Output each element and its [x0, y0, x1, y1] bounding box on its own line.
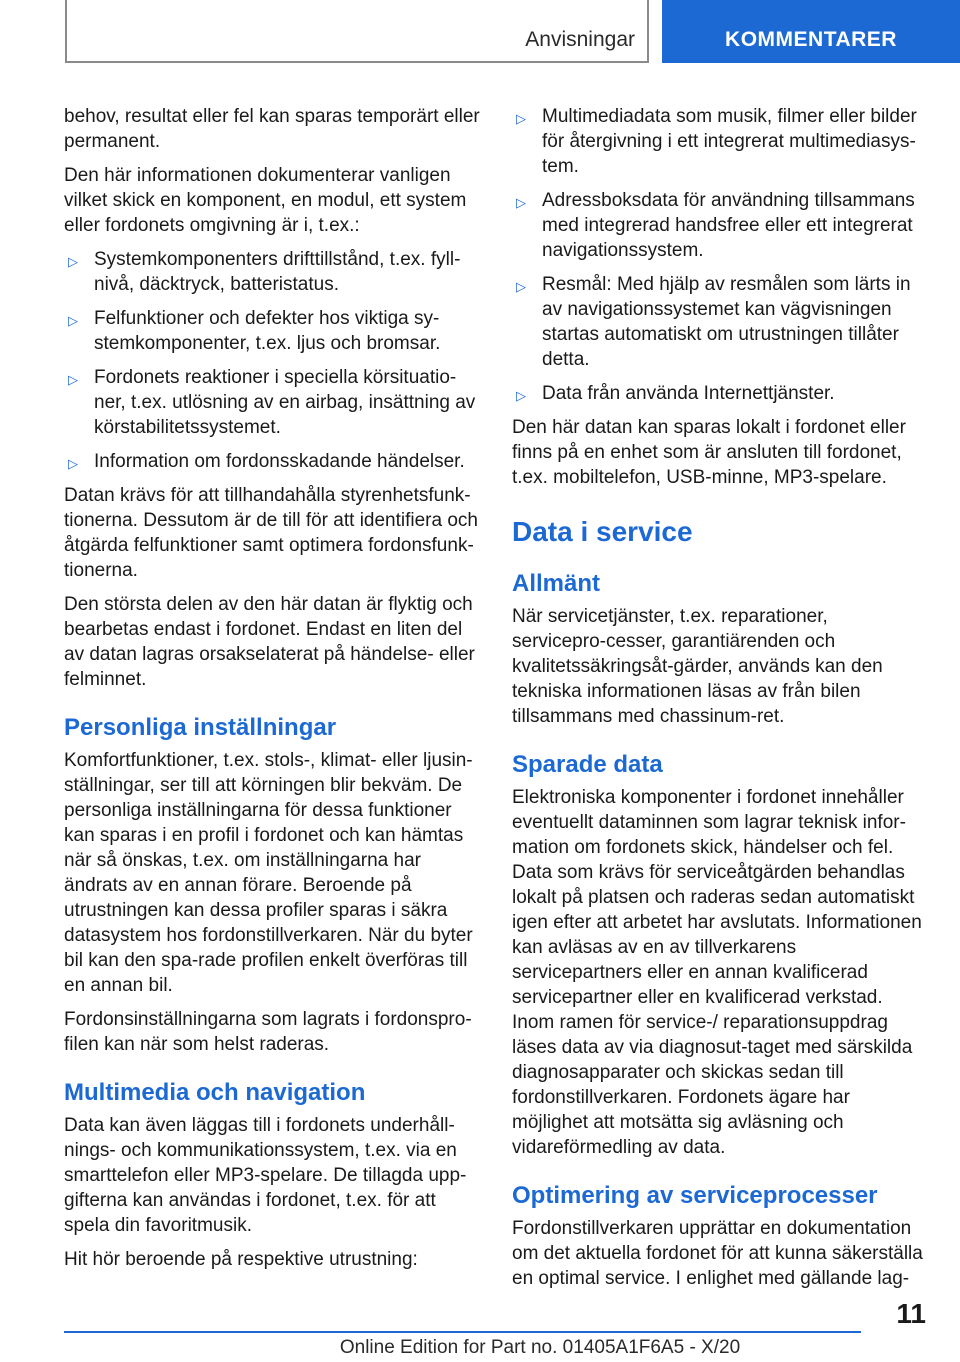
list-item: ▷ Data från använda Internettjänster. [512, 381, 926, 406]
triangle-bullet-icon: ▷ [516, 195, 526, 210]
paragraph: Fordonsinställningarna som lagrats i fordonspro-filen kan när som helst raderas. [64, 1009, 472, 1055]
list-item: ▷ Multimediadata som musik, filmer eller bilder för återgivning i ett integrerat multimediasys-tem. [516, 106, 917, 177]
section-heading-service-optimization: Optimering av serviceprocesser [512, 1182, 878, 1209]
section-heading-multimedia: Multimedia och navigation [64, 1079, 366, 1106]
list-item: ▷ Systemkomponenters drifttillstånd, t.ex. fyll-nivå, däcktryck, batteristatus. [68, 249, 461, 295]
section-heading-saved-data: Sparade data [512, 751, 663, 778]
header-left-box [65, 0, 649, 63]
tab-comments[interactable]: KOMMENTARER [662, 0, 960, 63]
paragraph: Hit hör beroende på respektive utrustning: [64, 1249, 418, 1270]
triangle-bullet-icon: ▷ [68, 254, 78, 269]
triangle-bullet-icon: ▷ [516, 111, 526, 126]
bullet-list [512, 104, 926, 406]
footer-divider [64, 1331, 861, 1333]
paragraph: behov, resultat eller fel kan sparas temporärt eller permanent. [64, 106, 480, 152]
triangle-bullet-icon: ▷ [68, 372, 78, 387]
paragraph: Datan krävs för att tillhandahålla styrenhetsfunk-tionerna. Dessutom är de till för att identifiera och åtgärda felfunktioner samt optimera fordonsfunk-tionerna. [64, 485, 478, 581]
list-item: ▷ Adressboksdata för användning tillsammans med integrerad handsfree eller ett integrerat navigationssystem. [516, 190, 915, 261]
section-heading-general: Allmänt [512, 570, 601, 597]
paragraph: Elektroniska komponenter i fordonet innehåller eventuellt dataminnen som lagrar teknisk infor-mation om fordonets skick, händelser och fel. Data som krävs för serviceåtgärden behandlas lokalt på platsen och raderas sedan automatiskt igen efter att arbetet har avslutats. Informationen kan avläsas av en av tillverkarens servicepartners eller en annan kvalificerad servicepartner eller en kvalificerad verkstad. Inom ramen för service-/ reparationsuppdrag läses data av via diagnosut-taget med särskilda diagnosapparater och skickas sedan till fordonstillverkaren. Fordonets ägare har möjlighet att motsätta sig avläsning och vidareförmedling av data. [512, 787, 922, 1158]
paragraph: Den här informationen dokumenterar vanligen vilket skick en komponent, en modul, ett system eller fordonets omgivning är i, t.ex.: [64, 165, 467, 236]
paragraph: Komfortfunktioner, t.ex. stols-, klimat- eller ljusin-ställningar, ser till att körningen blir bekväm. De personliga inställningarna för dessa funktioner kan sparas i en profil i fordonet och kan hämtas när så önskas, t.ex. om inställningarna har ändrats av en annan förare. Beroende på utrustningen kan dessa profiler sparas i säkra datasystem hos fordonstillverkaren. När du byter bil kan den spa-rade profilen enkelt överföras till en annan bil. [64, 750, 473, 996]
section-heading-personal-settings: Personliga inställningar [64, 714, 337, 741]
list-item: ▷ Information om fordonsskadande händelser. [64, 449, 484, 474]
tab-instructions[interactable]: Anvisningar [525, 28, 635, 51]
triangle-bullet-icon: ▷ [68, 313, 78, 328]
list-item: ▷ Felfunktioner och defekter hos viktiga sy-stemkomponenter, t.ex. ljus och bromsar. [68, 308, 441, 354]
paragraph: Data kan även läggas till i fordonets underhåll-nings- och kommunikationssystem, t.ex. via en smarttelefon eller MP3-spelare. De tillagda upp-gifterna kan användas i fordonet, t.ex. för att spela din favoritmusik. [64, 1115, 467, 1236]
paragraph: När servicetjänster, t.ex. reparationer, servicepro-cesser, garantiärenden och kvalitetssäkringsåt-gärder, används kan den tekniska informationen läsas av från bilen tillsammans med chassinum-ret. [512, 606, 883, 727]
paragraph: Den största delen av den här datan är flyktig och bearbetas endast i fordonet. Endast en liten del av datan lagras orsakselaterat på händelse- eller felminnet. [64, 594, 475, 690]
bullet-list [64, 247, 484, 474]
triangle-bullet-icon: ▷ [516, 279, 526, 294]
footer-edition-text: Online Edition for Part no. 01405A1F6A5 - X/20 [339, 1337, 741, 1358]
triangle-bullet-icon: ▷ [516, 388, 526, 403]
list-item: ▷ Fordonets reaktioner i speciella körsituatio-ner, t.ex. utlösning av en airbag, insättning av körstabilitetssystemet. [68, 367, 476, 438]
list-item: ▷ Resmål: Med hjälp av resmålen som lärts in av navigationssystemet kan vägvisningen startas automatiskt om utrustningen tillåter detta. [516, 274, 911, 370]
right-column [512, 104, 926, 1300]
chapter-heading-service-data: Data i service [512, 516, 693, 547]
left-column [64, 104, 484, 1281]
page-number: 11 [896, 1298, 926, 1329]
paragraph: Den här datan kan sparas lokalt i fordonet eller finns på en enhet som är ansluten till fordonet, t.ex. mobiltelefon, USB-minne, MP3-spelare. [512, 417, 906, 488]
triangle-bullet-icon: ▷ [68, 456, 78, 471]
paragraph: Fordonstillverkaren upprättar en dokumentation om det aktuella fordonet för att kunna säkerställa en optimal service. I enlighet med gällande lag- [512, 1218, 923, 1289]
